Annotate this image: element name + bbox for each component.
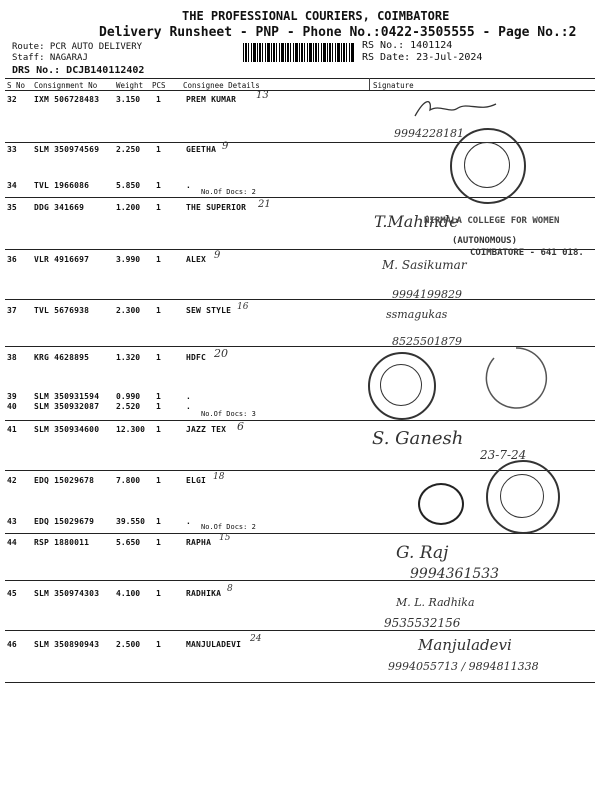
signature-divider xyxy=(369,78,370,90)
row-consignee: ALEX xyxy=(186,255,207,264)
row-rule xyxy=(5,420,595,421)
row-pcs: 1 xyxy=(156,392,161,401)
institution-stamp-sub: (AUTONOMOUS) xyxy=(452,236,518,246)
row-consignee: PREM KUMAR xyxy=(186,95,237,104)
row-consignment: TVL 5676938 xyxy=(34,306,90,315)
row-weight: 5.850 xyxy=(116,181,141,190)
signature-phone: 9994055713 / 9894811338 xyxy=(388,660,539,673)
row-consignee: JAZZ TEX xyxy=(186,425,227,434)
row-consignment: SLM 350974569 xyxy=(34,145,100,154)
drs-number: DRS No.: DCJB140112402 xyxy=(12,65,145,76)
row-consignment: SLM 350890943 xyxy=(34,640,100,649)
row-consignment: DDG 341669 xyxy=(34,203,85,212)
row-weight: 2.300 xyxy=(116,306,141,315)
row-pcs: 1 xyxy=(156,517,161,526)
signature-phone: 9994361533 xyxy=(410,566,500,582)
barcode xyxy=(243,43,355,62)
row-consignee: . xyxy=(186,181,192,190)
row-weight: 5.650 xyxy=(116,538,141,547)
signature-date: 23-7-24 xyxy=(480,448,527,462)
handwritten-mark: 8 xyxy=(227,584,233,594)
signature-circle xyxy=(418,483,464,525)
rs-number: RS No.: 1401124 xyxy=(362,40,453,51)
rs-date: RS Date: 23-Jul-2024 xyxy=(362,52,483,63)
handwritten-mark: 16 xyxy=(237,302,249,312)
bank-seal-outline xyxy=(484,346,548,410)
row-sno: 41 xyxy=(7,425,17,434)
row-weight: 3.150 xyxy=(116,95,141,104)
row-rule xyxy=(5,682,595,683)
row-pcs: 1 xyxy=(156,95,161,104)
handwritten-mark: 24 xyxy=(250,634,262,644)
row-sno: 33 xyxy=(7,145,17,154)
company-seal xyxy=(450,128,526,204)
row-sno: 35 xyxy=(7,203,17,212)
bank-seal xyxy=(368,352,436,420)
docs-count: No.Of Docs: 2 xyxy=(201,523,256,531)
col-consignment: Consignment No xyxy=(34,81,98,90)
row-pcs: 1 xyxy=(156,255,161,264)
row-consignment: SLM 350934600 xyxy=(34,425,100,434)
signature-name: M. L. Radhika xyxy=(396,596,475,609)
handwritten-mark: 9 xyxy=(222,141,229,152)
row-weight: 2.250 xyxy=(116,145,141,154)
row-consignee: MANJULADEVI xyxy=(186,640,242,649)
row-consignment: SLM 350931594 xyxy=(34,392,100,401)
row-pcs: 1 xyxy=(156,425,161,434)
row-consignee: GEETHA xyxy=(186,145,217,154)
col-consignee: Consignee Details xyxy=(183,81,260,90)
row-weight: 0.990 xyxy=(116,392,141,401)
table-top-rule xyxy=(5,78,595,79)
row-weight: 12.300 xyxy=(116,425,145,434)
institution-stamp-city: COIMBATORE - 641 018. xyxy=(470,248,584,258)
row-rule xyxy=(5,630,595,631)
handwritten-mark: 15 xyxy=(219,533,231,543)
handwritten-mark: 18 xyxy=(213,472,225,482)
row-weight: 7.800 xyxy=(116,476,141,485)
signature-name: Manjuladevi xyxy=(418,636,512,654)
row-consignment: EDQ 15029678 xyxy=(34,476,95,485)
row-consignee: THE SUPERIOR xyxy=(186,203,247,212)
institution-stamp: NIRMALA COLLEGE FOR WOMEN xyxy=(424,216,560,226)
col-weight: Weight xyxy=(116,81,144,90)
row-consignee: SEW STYLE xyxy=(186,306,232,315)
handwritten-mark: 13 xyxy=(256,90,269,101)
row-rule xyxy=(5,299,595,300)
row-consignee: ELGI xyxy=(186,476,207,485)
row-pcs: 1 xyxy=(156,476,161,485)
signature-name: ssmagukas xyxy=(386,308,448,321)
docs-count: No.Of Docs: 2 xyxy=(201,188,256,196)
row-weight: 1.320 xyxy=(116,353,141,362)
staff-label: Staff: NAGARAJ xyxy=(12,53,88,63)
row-sno: 42 xyxy=(7,476,17,485)
row-rule xyxy=(5,580,595,581)
row-weight: 39.550 xyxy=(116,517,145,526)
col-sno: S No xyxy=(7,81,26,90)
row-pcs: 1 xyxy=(156,203,161,212)
row-sno: 32 xyxy=(7,95,17,104)
row-consignee: RADHIKA xyxy=(186,589,222,598)
row-consignment: TVL 1966086 xyxy=(34,181,90,190)
row-rule xyxy=(5,533,595,534)
col-pcs: PCS xyxy=(152,81,166,90)
row-sno: 34 xyxy=(7,181,17,190)
col-signature: Signature xyxy=(373,81,414,90)
row-sno: 40 xyxy=(7,402,17,411)
row-pcs: 1 xyxy=(156,640,161,649)
row-pcs: 1 xyxy=(156,538,161,547)
row-pcs: 1 xyxy=(156,353,161,362)
docs-count: No.Of Docs: 3 xyxy=(201,410,256,418)
row-weight: 3.990 xyxy=(116,255,141,264)
row-consignment: RSP 1880011 xyxy=(34,538,90,547)
row-consignee: . xyxy=(186,402,192,411)
row-sno: 36 xyxy=(7,255,17,264)
row-consignment: VLR 4916697 xyxy=(34,255,90,264)
row-sno: 38 xyxy=(7,353,17,362)
signature-phone: 9994199829 xyxy=(392,288,462,301)
row-consignment: KRG 4628895 xyxy=(34,353,90,362)
row-weight: 4.100 xyxy=(116,589,141,598)
runsheet-title: Delivery Runsheet - PNP - Phone No.:0422-3505555 - Page No.:2 xyxy=(99,25,577,40)
signature-name: G. Raj xyxy=(396,543,449,563)
row-sno: 44 xyxy=(7,538,17,547)
row-sno: 46 xyxy=(7,640,17,649)
row-consignment: SLM 350932087 xyxy=(34,402,100,411)
row-pcs: 1 xyxy=(156,589,161,598)
company-title: THE PROFESSIONAL COURIERS, COIMBATORE xyxy=(182,9,450,23)
row-weight: 1.200 xyxy=(116,203,141,212)
row-consignee: HDFC xyxy=(186,353,207,362)
row-consignee: . xyxy=(186,517,192,526)
row-pcs: 1 xyxy=(156,181,161,190)
row-sno: 37 xyxy=(7,306,17,315)
handwritten-mark: 6 xyxy=(237,420,244,433)
signature-name: T.Mahinde xyxy=(374,212,459,231)
table-header-rule xyxy=(5,90,595,91)
row-consignment: SLM 350974303 xyxy=(34,589,100,598)
row-weight: 2.500 xyxy=(116,640,141,649)
row-weight: 2.520 xyxy=(116,402,141,411)
signature-name: S. Ganesh xyxy=(372,428,464,449)
row-consignee: RAPHA xyxy=(186,538,212,547)
row-pcs: 1 xyxy=(156,306,161,315)
company-seal xyxy=(486,460,560,534)
signature-name: M. Sasikumar xyxy=(382,258,467,272)
signature-phone: 9994228181 xyxy=(394,127,464,140)
row-sno: 39 xyxy=(7,392,17,401)
row-consignee: . xyxy=(186,392,192,401)
signature-phone: 8525501879 xyxy=(392,335,462,348)
handwritten-mark: 21 xyxy=(258,199,271,210)
row-pcs: 1 xyxy=(156,402,161,411)
handwritten-mark: 20 xyxy=(214,347,228,360)
row-consignment: EDQ 15029679 xyxy=(34,517,95,526)
route-label: Route: PCR AUTO DELIVERY xyxy=(12,42,143,52)
row-sno: 43 xyxy=(7,517,17,526)
row-sno: 45 xyxy=(7,589,17,598)
row-pcs: 1 xyxy=(156,145,161,154)
signature-scribble xyxy=(410,96,500,124)
row-consignment: IXM 506728483 xyxy=(34,95,100,104)
signature-phone: 9535532156 xyxy=(384,616,461,630)
handwritten-mark: 9 xyxy=(214,250,221,261)
